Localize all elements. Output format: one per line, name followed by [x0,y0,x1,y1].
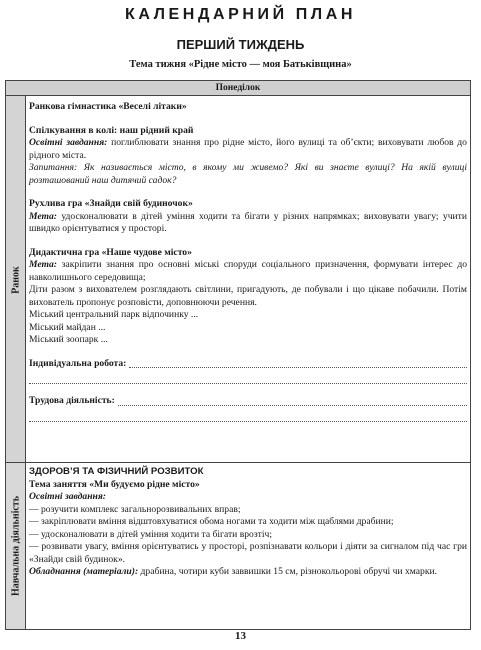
section-title: ЗДОРОВ’Я ТА ФІЗИЧНИЙ РОЗВИТОК [29,466,204,477]
plan-table [5,80,471,630]
circle-tasks: Освітні завдання: поглиблювати знання про рідне місто, його вулиці та об’єкти; виховувати любов до рідного міста. [29,137,467,161]
circle-question: Запитання: Як називається місто, в якому ми живемо? Які ви знаєте вулиці? На якій вулиці розташований наш дитячий садок? [29,162,467,186]
didactic-game-goal: Мета: закріпити знання про основні міські споруди соціального призначення, формувати інтерес до навколишнього середовища; [29,259,467,283]
lesson-task: — удосконалювати в дітей уміння ходити та бігати врозтіч; [29,528,272,540]
individual-work-field-line[interactable] [29,370,467,384]
row-divider [6,462,470,463]
week-theme: Тема тижня «Рідне місто — моя Батьківщина» [129,59,352,70]
morning-label: Ранок [10,265,21,294]
week-title: ПЕРШИЙ ТИЖДЕНЬ [176,37,305,52]
didactic-game-text: Діти разом з вихователем розглядають світлини, пригадують, де побували і що цікаве побачили. Потім вихователь пропонує розповісти, доповнюючи речення. [29,284,467,308]
didactic-game-line: Міський центральний парк відпочинку ... [29,309,199,320]
labor-field[interactable] [118,396,467,406]
active-game-title: Рухлива гра «Знайди свій будиночок» [29,198,193,209]
lesson-task: — розвивати увагу, вміння орієнтуватись у просторі, розпізнавати кольори і діяти за сигналом під час гри «Знайди свій будинок». [29,541,467,565]
page-title: КАЛЕНДАРНИЙ ПЛАН [124,6,357,23]
gymnastics-title: Ранкова гімнастика «Веселі літаки» [29,101,187,112]
labor-row [29,395,467,408]
lesson-tasks-label: Освітні завдання: [29,491,106,502]
morning-column [6,96,26,463]
lesson-title: Тема заняття «Ми будуємо рідне місто» [29,478,200,490]
didactic-game-line: Міський зоопарк ... [29,334,108,345]
active-game-goal: Мета: удосконалювати в дітей уміння ходити та бігати у різних напрямках; виховувати увагу; учити швидко орієнтуватися у просторі. [29,210,467,234]
morning-cell [29,101,467,422]
lesson-task: — розучити комплекс загальнорозвивальних вправ; [29,503,241,515]
page-number: 13 [235,630,246,642]
activity-label: Навчальна діяльність [10,495,21,597]
lesson-equipment: Обладнання (матеріали): драбина, чотири куби заввишки 15 см, різнокольорові обручі чи хмарки. [29,566,438,577]
didactic-game-line: Міський майдан ... [29,321,106,333]
activity-column [6,463,26,629]
individual-work-label: Індивідуальна робота: [29,357,127,369]
circle-title: Спілкування в колі: наш рідний край [29,124,194,136]
lesson-task: — закріплювати вміння відштовхуватися обома ногами та ходити між щаблями драбини; [29,516,394,527]
day-header: Понеділок [6,81,470,96]
labor-field-line[interactable] [29,408,467,422]
individual-work-row [29,358,467,371]
individual-work-field[interactable] [129,358,467,368]
didactic-game-title: Дидактична гра «Наше чудове місто» [29,246,192,258]
labor-label: Трудова діяльність: [29,395,115,406]
activity-cell [29,466,467,579]
